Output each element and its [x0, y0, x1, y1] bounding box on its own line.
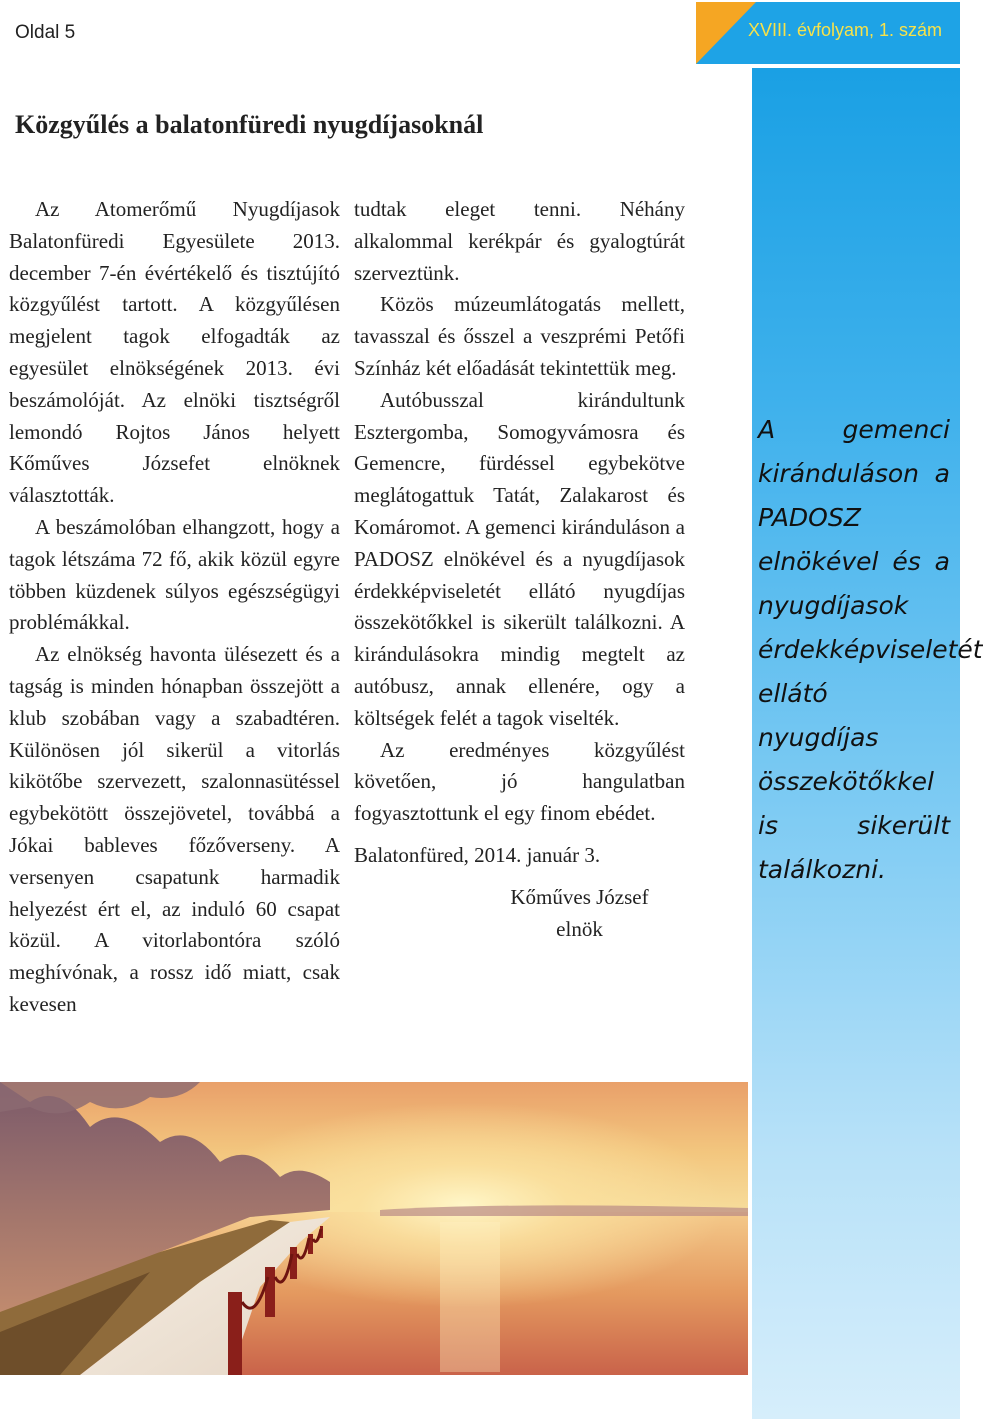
paragraph: Közös múzeumlátogatás mellett, tavasszal és ősszel a veszprémi Petőfi Színház két előadását tekintettük meg. — [354, 292, 685, 380]
place-date: Balatonfüred, 2014. január 3. — [354, 842, 601, 867]
signature-role: elnök — [556, 916, 603, 941]
lakeside-sunset-photo — [0, 1082, 748, 1375]
paragraph: Az Atomerőmű Nyugdíjasok Balatonfüredi Egyesülete 2013. december 7-én évértékelő és tisztújító közgyűlést tartott. A közgyűlésen megjelent tagok elfogadták az egyesület elnökségének 2013. évi beszámolóját. Az elnöki tisztségről lemondó Rojtos János helyett Kőműves Józsefet elnöknek választották. — [9, 197, 340, 508]
signature-name: Kőműves József — [510, 884, 649, 909]
issue-label: XVIII. évfolyam, 1. szám — [747, 20, 942, 40]
paragraph: Az eredményes közgyűlést követően, jó hangulatban fogyasztottunk el egy finom ebédet. — [354, 737, 685, 826]
article-title: Közgyűlés a balatonfüredi nyugdíjasoknál — [15, 110, 484, 139]
article-column-2 — [354, 194, 685, 945]
paragraph: tudtak eleget tenni. Néhány alkalommal kerékpár és gyalogtúrát szerveztünk. — [354, 197, 685, 285]
signature — [354, 882, 685, 946]
paragraph: A beszámolóban elhangzott, hogy a tagok létszáma 72 fő, akik közül egyre többen küzdenek súlyos egészségügyi problémákkal. — [9, 514, 340, 635]
page-number: Oldal 5 — [15, 22, 76, 43]
issue-banner — [696, 2, 960, 64]
sidebar-caption: A gemenci kiránduláson a PADOSZ elnökével és a nyugdíjasok érdekképviseletét ellátó nyugdíjas összekötőkkel is sikerült találkozni. — [758, 415, 983, 884]
paragraph: Az elnökség havonta ülésezett és a tagság is minden hónapban összejött a klub szobában vagy a szabadtéren. Különösen jól sikerül a vitorlás kikötőbe szervezett, szalonnasütéssel egybekötött összejövetel, továbbá a Jókai bableves főzőverseny. A versenyen csapatunk harmadik helyezést ért el, az induló 60 csapat közül. A vitorlabontóra szóló meghívónak, a rossz idő miatt, csak kevesen — [9, 642, 340, 1016]
paragraph: Autóbusszal kirándultunk Esztergomba, Somogyvámosra és Gemencre, fürdéssel egybekötve meglátogattuk Tatát, Zalakarost és Komáromot. A gemenci kiránduláson a PADOSZ elnökével és a nyugdíjasok érdekképviseletét ellátó nyugdíjas összekötőkkel is sikerült találkozni. A kirándulásokra mindig megtelt az autóbusz, annak ellenére, ogy a költségek felét a tagok viselték. — [354, 387, 685, 730]
photo-illustration — [0, 1082, 748, 1375]
article-column-1 — [9, 194, 340, 1021]
